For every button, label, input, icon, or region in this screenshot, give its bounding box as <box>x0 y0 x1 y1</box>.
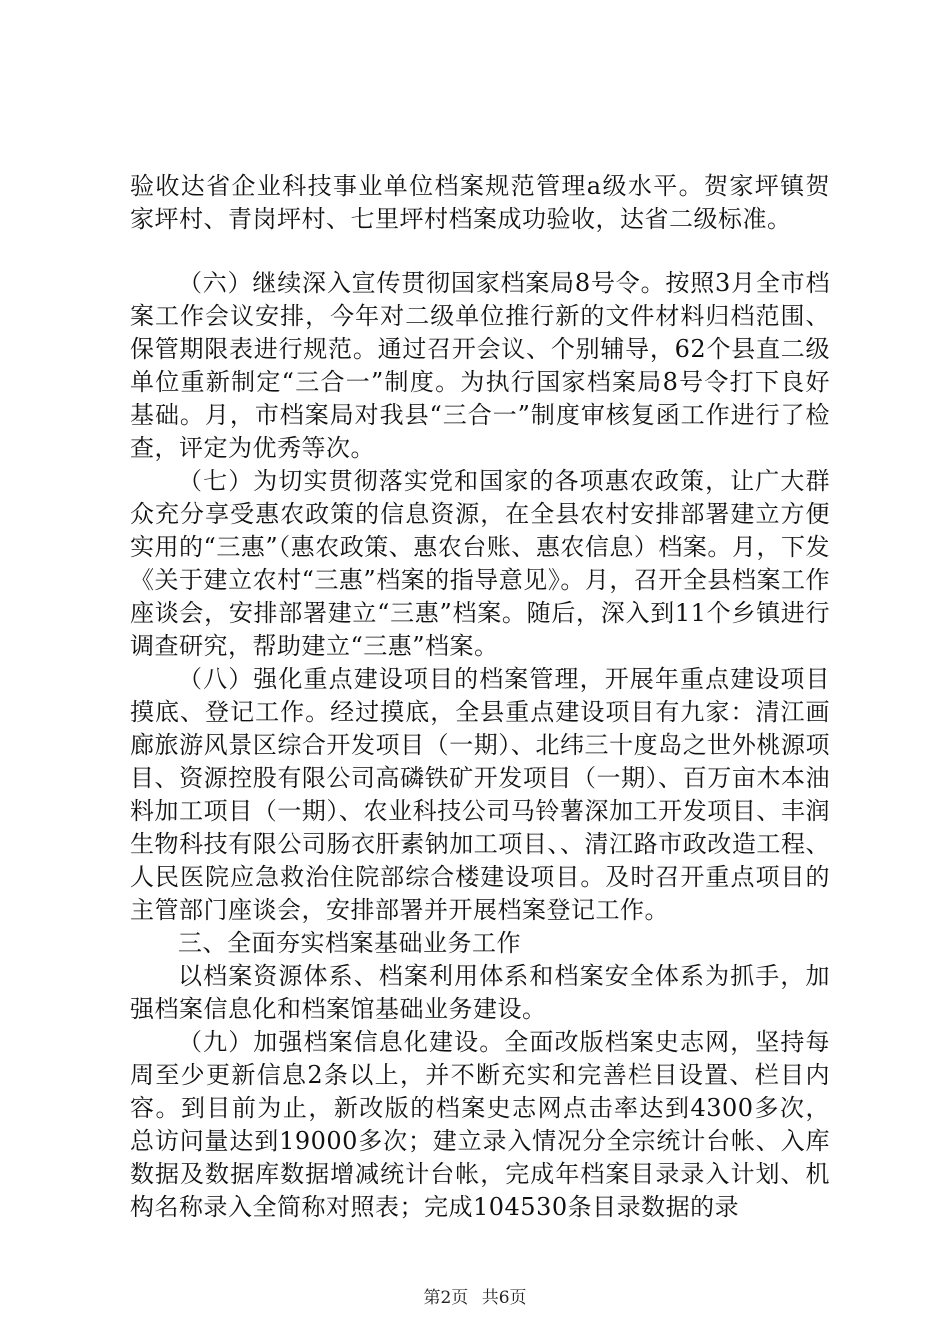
paragraph-section-7: （七）为切实贯彻落实党和国家的各项惠农政策，让广大群众充分享受惠农政策的信息资源，在全县农村安排部署建立方便实用的“三惠”（惠农政策、惠农台账、惠农信息）档案。月，下发《关于建立农村“三惠”档案的指导意见》。月，召开全县档案工作座谈会，安排部署建立“三惠”档案。随后，深入到11个乡镇进行调查研究，帮助建立“三惠”档案。 <box>130 467 830 660</box>
paragraph-section-6: （六）继续深入宣传贯彻国家档案局8号令。按照3月全市档案工作会议安排，今年对二级单位推行新的文件材料归档范围、保管期限表进行规范。通过召开会议、个别辅导，62个县直二级单位重新制定“三合一”制度。为执行国家档案局8号令打下良好基础。月，市档案局对我县“三合一”制度审核复函工作进行了检查，评定为优秀等次。 <box>130 269 830 462</box>
page-number: 第2页 <box>423 1288 469 1308</box>
paragraph-section-9: （九）加强档案信息化建设。全面改版档案史志网，坚持每周至少更新信息2条以上，并不断充实和完善栏目设置、栏目内容。到目前为止，新改版的档案史志网点击率达到4300多次，总访问量达到19000多次；建立录入情况分全宗统计台帐、入库数据及数据库数据增减统计台帐，完成年档案目录录入计划、机构名称录入全简称对照表；完成104530条目录数据的录 <box>130 1028 830 1221</box>
paragraph-section-3-intro: 以档案资源体系、档案利用体系和档案安全体系为抓手，加强档案信息化和档案馆基础业务建设。 <box>130 962 830 1023</box>
paragraph-section-8: （八）强化重点建设项目的档案管理，开展年重点建设项目摸底、登记工作。经过摸底，全县重点建设项目有九家：清江画廊旅游风景区综合开发项目（一期）、北纬三十度岛之世外桃源项目、资源控股有限公司高磷铁矿开发项目（一期）、百万亩木本油料加工项目（一期）、农业科技公司马铃薯深加工开发项目、丰润生物科技有限公司肠衣肝素钠加工项目、、清江路市政改造工程、人民医院应急救治住院部综合楼建设项目。及时召开重点项目的主管部门座谈会，安排部署并开展档案登记工作。 <box>130 665 830 924</box>
paragraph-continuation: 验收达省企业科技事业单位档案规范管理a级水平。贺家坪镇贺家坪村、青岗坪村、七里坪村档案成功验收，达省二级标准。 <box>130 172 830 233</box>
document-body <box>130 170 830 1224</box>
page-footer <box>0 1287 950 1309</box>
page-total: 共6页 <box>481 1288 527 1308</box>
section-heading-3: 三、全面夯实档案基础业务工作 <box>178 929 521 957</box>
